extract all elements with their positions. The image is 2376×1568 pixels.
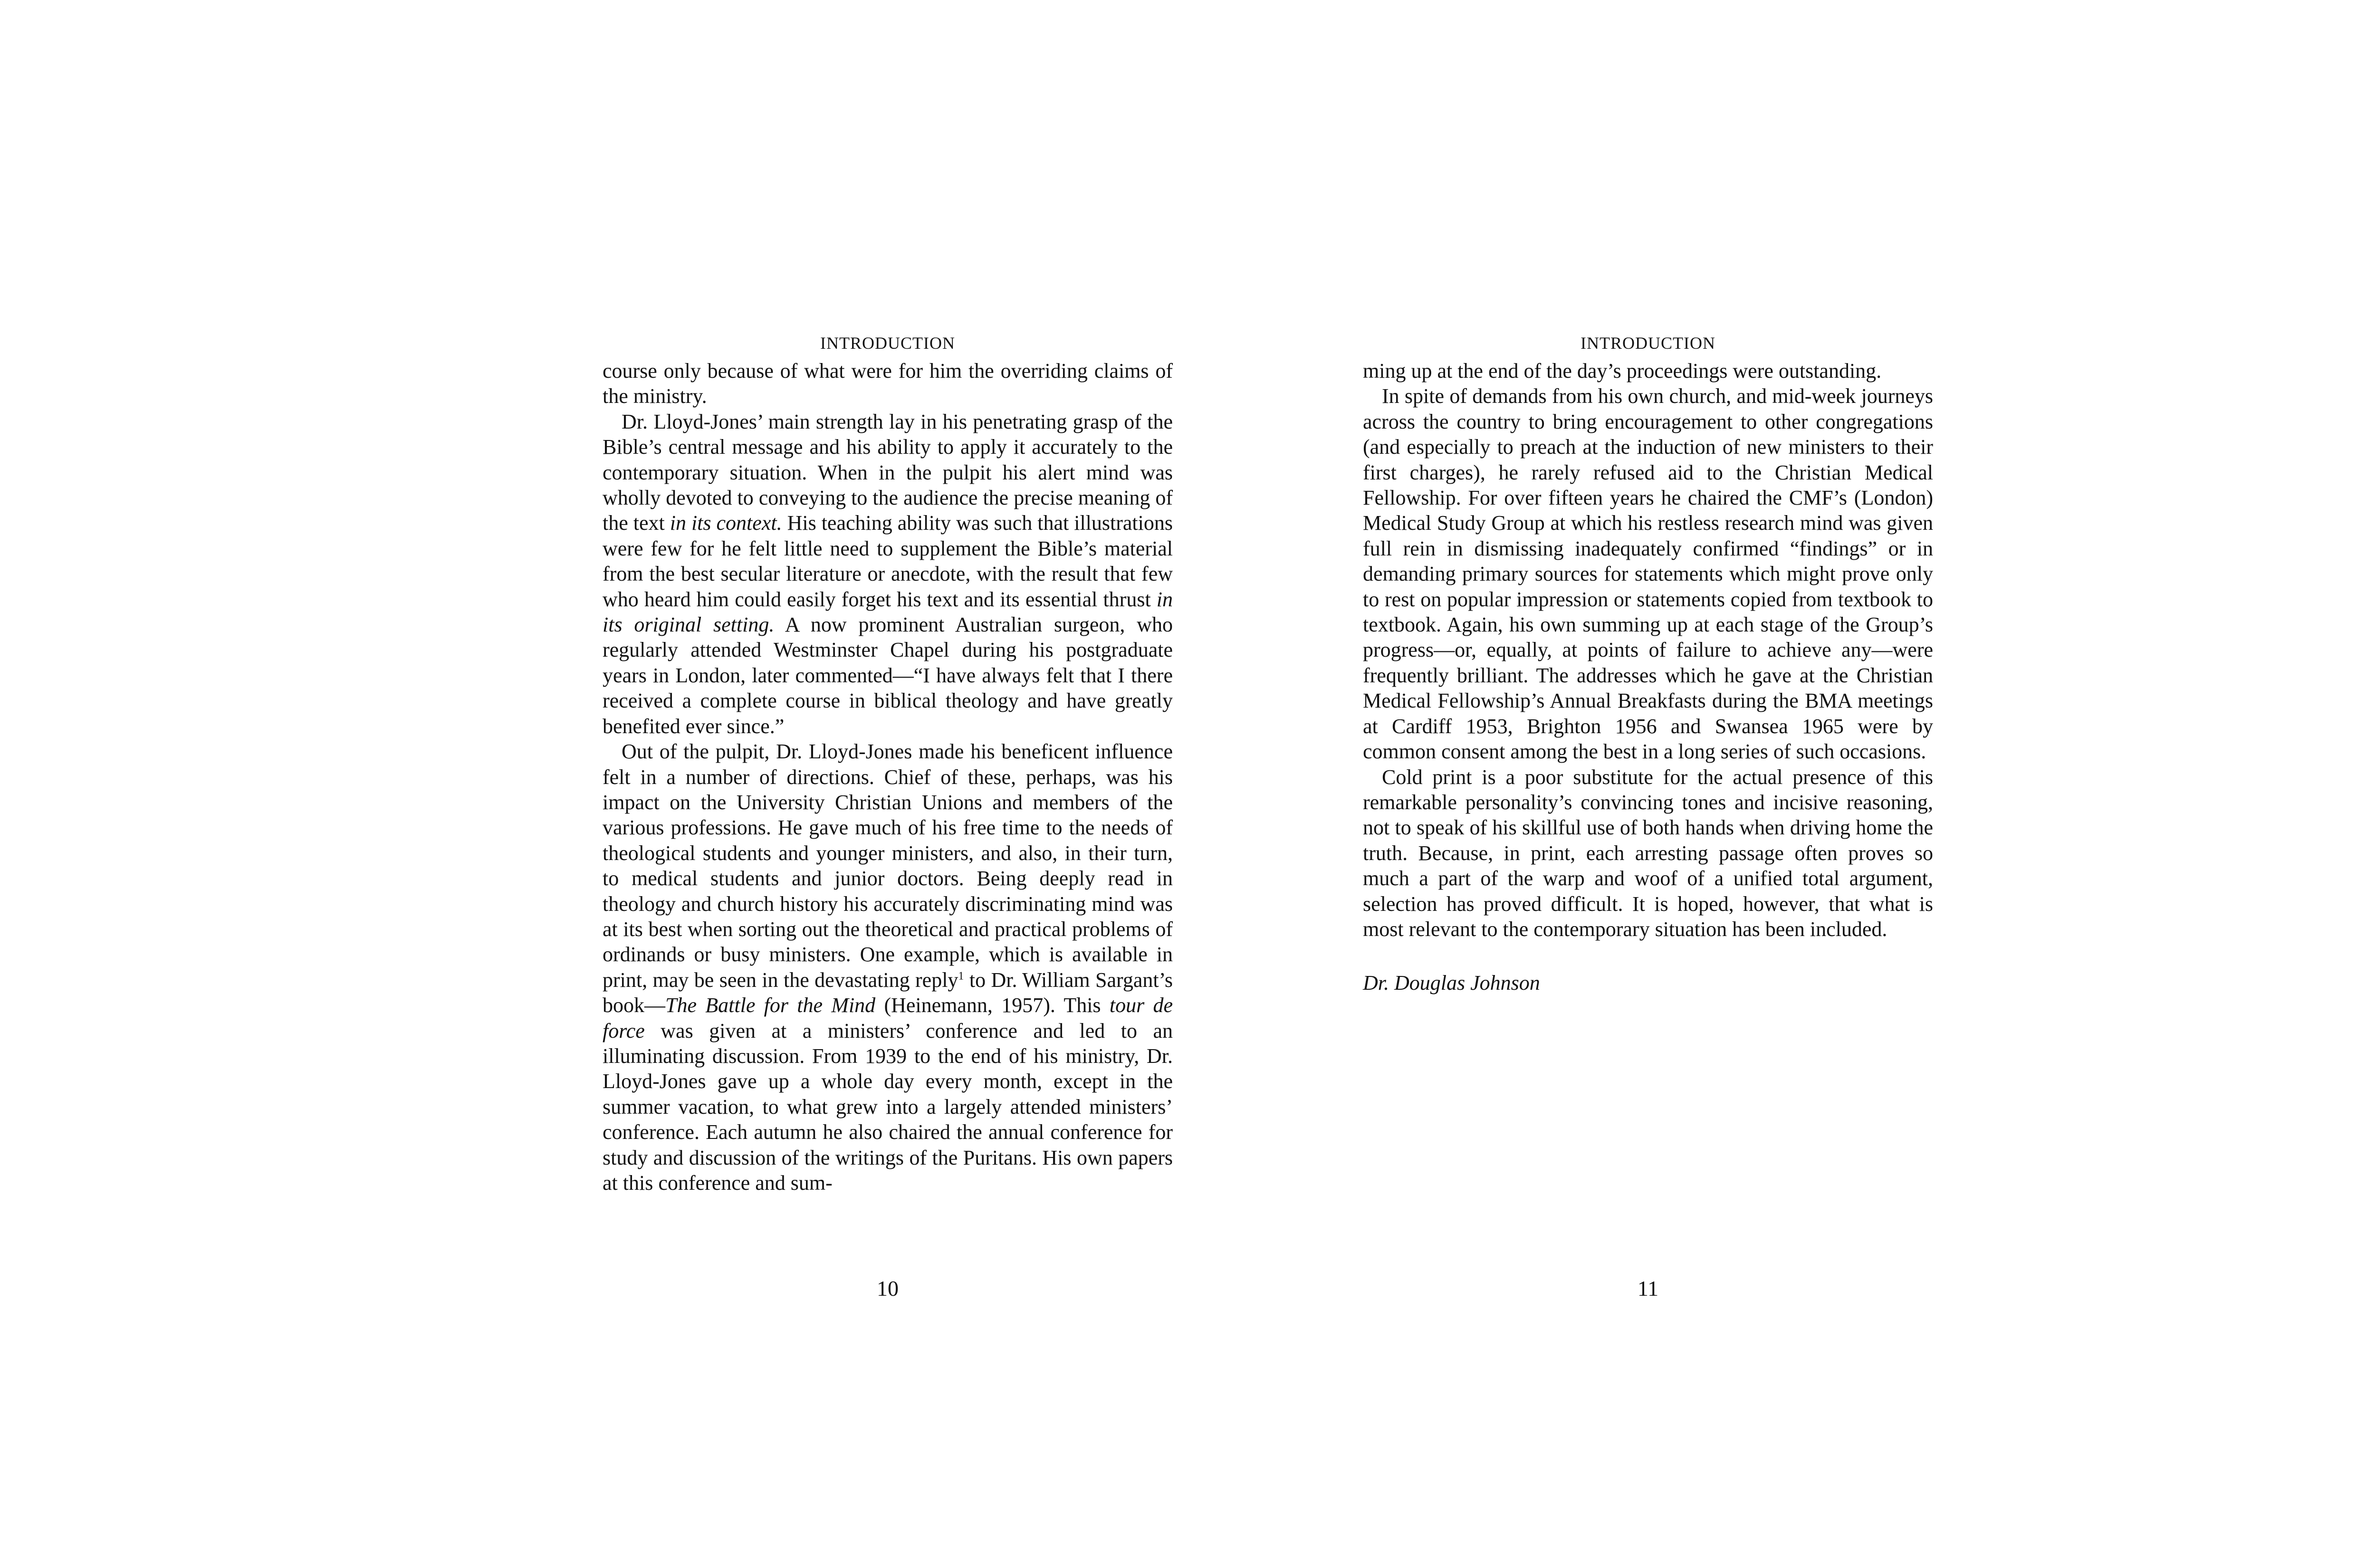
paragraph: [603, 409, 1173, 739]
emphasis: tour de force: [603, 994, 1173, 1042]
running-head: INTRODUCTION: [1581, 334, 1715, 353]
author-signature: Dr. Douglas Johnson: [1363, 971, 1540, 995]
body-text: [603, 358, 1173, 1195]
text-run: His teaching ability was such that illustrations were few for he felt little need to supplement the Bible’s material from the best secular literature or anecdote, with the result that few who heard him could easily forget his text and its essential thrust: [603, 511, 1173, 611]
page-number: 10: [877, 1276, 899, 1300]
paragraph: Cold print is a poor substitute for the actual presence of this remarkable personality’s convincing tones and incisive reasoning, not to speak of his skillful use of both hands when driving home the truth. Because, in print, each arresting passage often proves so much a part of the warp and woof of a unified total argument, selection has proved difficult. It is hoped, however, that what is most relevant to the contemporary situation has been included.: [1363, 765, 1933, 941]
text-run: Dr. Lloyd-Jones’ main strength lay in his penetrating grasp of the Bible’s central message and his ability to apply it accurately to the contemporary situation. When in the pulpit his alert mind was wholly devoted to conveying to the audience the precise meaning of the text: [603, 410, 1173, 535]
right-page: [1363, 333, 1933, 995]
text-run: was given at a ministers’ conference and led to an illuminating discussion. From 1939 to the end of his ministry, Dr. Lloyd-Jones gave up a whole day every month, except in the summer vacation, to what grew into a largely attended ministers’ conference. Each autumn he also chaired the annual conference for study and discussion of the writings of the Puritans. His own papers at this conference and sum-: [603, 1019, 1173, 1195]
text-run: A now prominent Australian surgeon, who regularly attended Westminster Chapel during his postgraduate years in London, later commented—“I have always felt that I there received a complete course in biblical theology and have greatly benefited ever since.”: [603, 613, 1173, 738]
paragraph: In spite of demands from his own church, and mid-week journeys across the country to bring encouragement to other congregations (and especially to preach at the induction of new ministers to their first charges), he rarely refused aid to the Christian Medical Fellowship. For over fifteen years he chaired the CMF’s (London) Medical Study Group at which his restless research mind was given full rein in dismissing inadequately confirmed “findings” or in demanding primary sources for statements which might prove only to rest on popular impression or statements copied from textbook to textbook. Again, his own summing up at each stage of the Group’s progress—or, equally, at points of failure to achieve any—were frequently brilliant. The addresses which he gave at the Christian Medical Fellowship’s Annual Breakfasts during the BMA meetings at Cardiff 1953, Brighton 1956 and Swansea 1965 were by common consent among the best in a long series of such occasions.: [1363, 384, 1933, 764]
body-text: [1363, 358, 1933, 942]
book-title: The Battle for the Mind: [665, 994, 876, 1017]
running-head: INTRODUCTION: [820, 334, 955, 353]
paragraph: course only because of what were for him the overriding claims of the ministry.: [603, 359, 1173, 408]
emphasis: in its context.: [670, 511, 782, 535]
left-page: [603, 333, 1173, 1195]
paragraph: ming up at the end of the day’s proceedings were outstanding.: [1363, 359, 1882, 382]
paragraph: [603, 739, 1173, 1195]
emphasis: in its original setting.: [603, 587, 1173, 637]
text-run: Out of the pulpit, Dr. Lloyd-Jones made his beneficent influence felt in a number of directions. Chief of these, perhaps, was his impact on the University Christian Unions and members of the various professions. He gave much of his free time to the needs of theological students and younger ministers, and also, in their turn, to medical students and junior doctors. Being deeply read in theology and church history his accurately discriminating mind was at its best when sorting out the theoretical and practical problems of ordinands or busy ministers. One example, which is available in print, may be seen in the devastating reply: [603, 740, 1173, 992]
text-run: to Dr. William Sargant’s book—: [603, 968, 1173, 1017]
page-number: 11: [1637, 1276, 1659, 1300]
footnote-marker: 1: [958, 970, 964, 983]
text-run: (Heinemann, 1957). This: [875, 994, 1110, 1017]
